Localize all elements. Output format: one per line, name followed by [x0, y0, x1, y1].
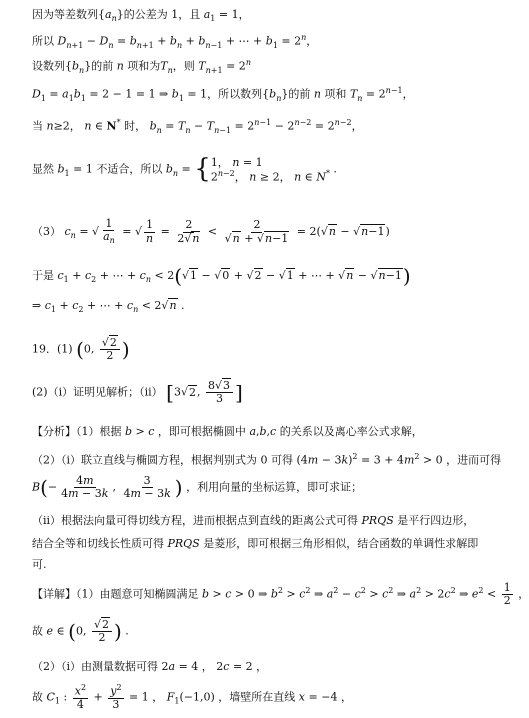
text-line-7: （3） $c_n$ = √ $\frac{1}{a_n}$ = √ $\frac{1}{n}$ = $\frac{2}{2√n}$ < $\frac{2}{√n + √n-1}$ = 2(√n − √n−1) — [32, 217, 390, 246]
detail-line-2: 故 e ∈ (0, $\frac{√2}{2}$ ) . — [32, 618, 129, 645]
analysis-line-4: （ii）根据法向量可得切线方程，进而根据点到直线的距离公式可得 PRQS 是平行四边形， — [32, 514, 475, 527]
text-line-4: $D_1 = a_1b_1 = 2 - 1 = 1$ ⇒ $b_1 = 1$，所以数列$\{b_n\}$的前 n 项和 $T_n = 2^{n-1}$， — [32, 86, 414, 103]
text-line-2: 所以 $D_{n+1} - D_n = b_{n+1} + b_n + b_{n-1}$ + ⋯ + $b_1 = 2^n$， — [32, 33, 318, 50]
detail-line-1: 【详解】（1）由题意可知椭圆满足 b > c > 0 ⇒ $b^2 > c^2$ ⇒ $a^2 - c^2 > c^2$ ⇒ $a^2 > 2c^2$ ⇒ $e^2$ < $\frac{1}{2}$ ， — [32, 581, 529, 608]
detail-line-3: （2）（i）由测量数据可得 2a = 4 ， 2c = 2 ， — [32, 660, 268, 673]
text-line-9: ⇒ $c_1 + c_2$ + ⋯ + $c_n < 2√n$ . — [32, 299, 185, 315]
text-line-3: 设数列$\{b_n\}$的前 n 项和为$T_n$，则 $T_{n+1} = 2^n$ — [32, 58, 251, 75]
analysis-line-6: 可. — [32, 558, 47, 571]
analysis-line-5: 结合全等和切线长性质可得 PRQS 是菱形，即可根据三角形相似，结合函数的单调性求解即 — [32, 537, 479, 550]
text-line-5: 当 n≥2， n ∈ N* 时， $b_n = T_n - T_{n-1} = 2^{n-1} - 2^{n-2} = 2^{n-2}$， — [32, 118, 363, 135]
analysis-line-1: 【分析】（1）根据 b > c ，即可根据椭圆中 a,b,c 的关系以及离心率公式求解， — [32, 425, 423, 438]
analysis-line-2: （2）（i）联立直线与椭圆方程，根据判别式为 0 可得 $(4m - 3k)^2 = 3 + 4m^2 > 0$ ，进而可得 — [32, 452, 502, 467]
analysis-line-3: B(− $\frac{4m}{4m - 3k}$ , $\frac{3}{4m - 3k}$ ) ，利用向量的坐标运算，即可求证； — [32, 474, 363, 501]
detail-line-4: 故 $C_1$ : $\frac{x^2}{4}$ + $\frac{y^2}{3}$ = 1 ， $F_1(-1,0)$ ，墙壁所在直线 x = −4 ， — [32, 683, 352, 711]
text-line-6: 显然 $b_1 = 1$ 不适合，所以 $b_n$ = { 1， n = 1 $2^{n-2}$， n ≥ 2， n ∈ N* . — [32, 154, 337, 184]
text-line-8: 于是 $c_1 + c_2$ + ⋯ + $c_n < 2(√1 - √0 + √2 - √1$ + ⋯ + √n − √n−1) — [32, 264, 411, 288]
answer-19-1: 19．(1) (0, $\frac{√2}{2}$ ) — [32, 336, 130, 363]
answer-19-2: (2)（i）证明见解析；（ii） [3√2, $\frac{8√3}{3}$ ] — [32, 379, 243, 406]
text-line-1: 因为等差数列$\{a_n\}$的公差为 1，且 $a_1 = 1$， — [32, 8, 250, 24]
